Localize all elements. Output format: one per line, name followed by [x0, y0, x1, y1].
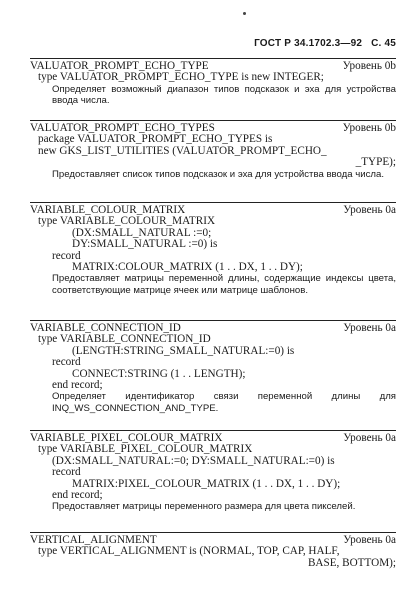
entry-title: VARIABLE_CONNECTION_ID: [30, 322, 181, 334]
code-line: record: [52, 356, 81, 369]
entry-divider: [30, 120, 396, 121]
page-number: С. 45: [371, 38, 396, 49]
code-line: new GKS_LIST_UTILITIES (VALUATOR_PROMPT_ECHO_: [38, 144, 327, 157]
entry-divider: [30, 430, 396, 431]
code-line: (DX:SMALL_NATURAL:=0; DY:SMALL_NATURAL:=0) is: [52, 454, 335, 467]
entry-title: VALUATOR_PROMPT_ECHO_TYPE: [30, 60, 209, 72]
entry-level: Уровень 0a: [343, 322, 396, 334]
code-line: type VARIABLE_COLOUR_MATRIX: [38, 215, 216, 228]
entry-level: Уровень 0a: [343, 432, 396, 444]
code-line: type VERTICAL_ALIGNMENT is (NORMAL, TOP, CAP, HALF,: [38, 545, 340, 558]
entry-variable-pixel-colour-matrix: [30, 430, 396, 513]
standard-number: ГОСТ Р 34.1702.3—92: [254, 38, 363, 49]
code-line: MATRIX:PIXEL_COLOUR_MATRIX (1 . . DX, 1 . . DY);: [72, 477, 341, 490]
code-line: package VALUATOR_PROMPT_ECHO_TYPES is: [38, 133, 273, 146]
code-line: record: [52, 249, 81, 262]
entry-vertical-alignment: [30, 532, 396, 569]
code-line: BASE, BOTTOM);: [307, 556, 396, 569]
entry-variable-connection-id: [30, 320, 396, 414]
code-line: (DX:SMALL_NATURAL :=0;: [72, 226, 212, 239]
code-line: (LENGTH:STRING_SMALL_NATURAL:=0) is: [72, 344, 295, 357]
code-line: MATRIX:COLOUR_MATRIX (1 . . DX, 1 . . DY);: [72, 261, 303, 274]
entry-level: Уровень 0b: [342, 60, 396, 72]
entry-divider: [30, 58, 396, 59]
code-line: DY:SMALL_NATURAL :=0) is: [72, 238, 218, 251]
code-line: end record;: [52, 489, 103, 502]
entry-title: VALUATOR_PROMPT_ECHO_TYPES: [30, 122, 215, 134]
entry-description: Определяет возможный диапазон типов подсказок и эха для устройства ввода числа.: [52, 83, 396, 107]
entry-level: Уровень 0b: [342, 122, 396, 134]
entry-variable-colour-matrix: [30, 202, 396, 296]
entry-divider: [30, 202, 396, 203]
code-line: CONNECT:STRING (1 . . LENGTH);: [72, 367, 246, 380]
entry-description: Предоставляет матрицы переменной длины, содержащие индексы цвета, соответствующие матрице ячеек или матрице шаблонов.: [52, 273, 396, 296]
speck-mark: [243, 12, 246, 15]
entry-title: VARIABLE_COLOUR_MATRIX: [30, 204, 186, 216]
entry-description: Определяет идентификатор связи переменной длины для INQ_WS_CONNECTION_AND_TYPE.: [52, 391, 396, 414]
entry-valuator-prompt-echo-type: [30, 58, 396, 106]
entry-title: VERTICAL_ALIGNMENT: [30, 534, 157, 546]
entry-level: Уровень 0a: [343, 534, 396, 546]
entry-title: VARIABLE_PIXEL_COLOUR_MATRIX: [30, 432, 223, 444]
entry-divider: [30, 532, 396, 533]
entry-valuator-prompt-echo-types: [30, 120, 396, 180]
code-line: _TYPE);: [355, 156, 396, 169]
entry-level: Уровень 0a: [343, 204, 396, 216]
code-line: record: [52, 466, 81, 479]
page-header: [248, 38, 396, 49]
code-line: type VALUATOR_PROMPT_ECHO_TYPE is new INTEGER;: [38, 71, 324, 84]
code-line: type VARIABLE_CONNECTION_ID: [38, 333, 211, 346]
entry-divider: [30, 320, 396, 321]
entry-description: Предоставляет список типов подсказок и эха для устройства ввода числа.: [52, 168, 385, 180]
entry-description: Предоставляет матрицы переменного размера для цвета пикселей.: [52, 501, 356, 513]
code-line: end record;: [52, 379, 103, 392]
code-line: type VARIABLE_PIXEL_COLOUR_MATRIX: [38, 443, 253, 456]
